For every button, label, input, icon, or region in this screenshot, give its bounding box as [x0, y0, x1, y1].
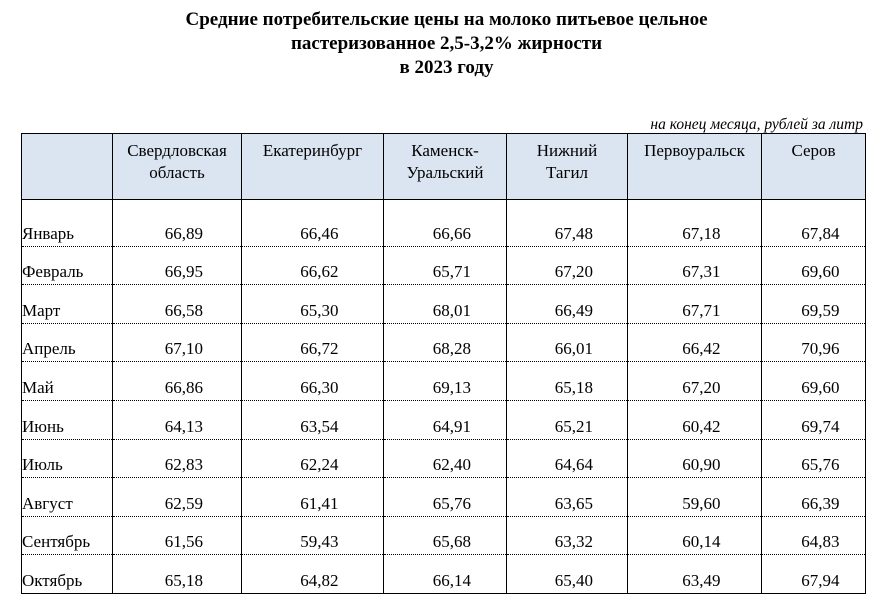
price-value: 67,48: [554, 223, 593, 243]
price-cell: [113, 285, 242, 324]
spacer-row: [22, 200, 866, 208]
price-cell: [242, 323, 384, 362]
price-cell: [628, 285, 762, 324]
column-header: Свердловская область: [113, 134, 242, 200]
month-cell: Январь: [22, 208, 113, 247]
price-value: 65,21: [554, 416, 593, 436]
price-value: 66,58: [164, 300, 203, 320]
price-value: 64,64: [554, 455, 593, 475]
spacer-cell: [242, 200, 384, 208]
price-value: 67,20: [554, 262, 593, 282]
price-cell: [628, 362, 762, 401]
price-cell: [384, 246, 507, 285]
spacer-cell: [113, 200, 242, 208]
spacer-cell: [762, 200, 866, 208]
price-value: 67,31: [682, 262, 721, 282]
price-value: 59,60: [682, 493, 721, 513]
price-cell: [113, 555, 242, 594]
price-value: 64,83: [801, 532, 840, 552]
price-value: 64,13: [164, 416, 203, 436]
price-value: 62,83: [164, 455, 203, 475]
price-cell: [507, 478, 628, 517]
price-cell: [628, 208, 762, 247]
price-value: 65,68: [432, 532, 471, 552]
month-cell: Июль: [22, 439, 113, 478]
spacer-cell: [628, 200, 762, 208]
price-cell: [628, 246, 762, 285]
price-cell: [762, 323, 866, 362]
price-value: 67,18: [682, 223, 721, 243]
table-body: [22, 200, 866, 594]
price-value: 67,71: [682, 300, 721, 320]
price-cell: [628, 439, 762, 478]
price-cell: [762, 555, 866, 594]
column-header: Серов: [762, 134, 866, 200]
price-cell: [113, 208, 242, 247]
month-cell: Июнь: [22, 400, 113, 439]
table-row: [22, 362, 866, 401]
price-cell: [762, 208, 866, 247]
table-header-row: [22, 134, 866, 200]
price-value: 68,01: [432, 300, 471, 320]
month-cell: Октябрь: [22, 555, 113, 594]
price-value: 66,66: [432, 223, 471, 243]
price-value: 63,32: [554, 532, 593, 552]
title-line-2: пастеризованное 2,5-3,2% жирности: [290, 33, 603, 54]
price-value: 65,76: [801, 455, 840, 475]
price-cell: [507, 208, 628, 247]
price-cell: [762, 400, 866, 439]
price-cell: [113, 246, 242, 285]
price-value: 69,60: [801, 377, 840, 397]
price-cell: [113, 400, 242, 439]
price-cell: [242, 246, 384, 285]
price-cell: [762, 362, 866, 401]
price-cell: [507, 516, 628, 555]
column-header: Каменск- Уральский: [384, 134, 507, 200]
price-cell: [384, 555, 507, 594]
month-cell: Сентябрь: [22, 516, 113, 555]
price-cell: [242, 439, 384, 478]
price-value: 67,10: [164, 339, 203, 359]
month-cell: Февраль: [22, 246, 113, 285]
price-cell: [242, 400, 384, 439]
price-cell: [384, 362, 507, 401]
price-value: 69,59: [801, 300, 840, 320]
price-value: 70,96: [801, 339, 840, 359]
price-value: 64,82: [300, 570, 339, 590]
table-row: [22, 555, 866, 594]
column-header: Первоуральск: [628, 134, 762, 200]
price-cell: [384, 478, 507, 517]
price-value: 66,39: [801, 493, 840, 513]
spacer-cell: [22, 200, 113, 208]
page-title: [0, 8, 893, 80]
price-cell: [507, 285, 628, 324]
price-cell: [242, 555, 384, 594]
price-cell: [384, 400, 507, 439]
price-value: 66,86: [164, 377, 203, 397]
price-cell: [507, 323, 628, 362]
price-cell: [507, 246, 628, 285]
month-cell: Апрель: [22, 323, 113, 362]
price-value: 63,65: [554, 493, 593, 513]
price-cell: [242, 285, 384, 324]
price-value: 66,95: [164, 262, 203, 282]
price-value: 65,30: [300, 300, 339, 320]
price-value: 66,14: [432, 570, 471, 590]
price-value: 69,74: [801, 416, 840, 436]
price-value: 60,90: [682, 455, 721, 475]
table-row: [22, 246, 866, 285]
price-cell: [384, 208, 507, 247]
price-value: 62,24: [300, 455, 339, 475]
price-cell: [628, 400, 762, 439]
price-value: 60,14: [682, 532, 721, 552]
price-cell: [113, 362, 242, 401]
price-value: 66,30: [300, 377, 339, 397]
price-cell: [628, 323, 762, 362]
table-row: [22, 516, 866, 555]
price-value: 63,54: [300, 416, 339, 436]
price-value: 60,42: [682, 416, 721, 436]
price-value: 66,49: [554, 300, 593, 320]
table-row: [22, 478, 866, 517]
table-row: [22, 323, 866, 362]
price-value: 61,56: [164, 532, 203, 552]
price-value: 67,84: [801, 223, 840, 243]
price-value: 62,40: [432, 455, 471, 475]
price-cell: [507, 439, 628, 478]
month-cell: Май: [22, 362, 113, 401]
price-cell: [384, 439, 507, 478]
price-value: 65,18: [164, 570, 203, 590]
price-cell: [384, 516, 507, 555]
price-value: 62,59: [164, 493, 203, 513]
price-cell: [762, 285, 866, 324]
price-value: 66,72: [300, 339, 339, 359]
price-cell: [507, 555, 628, 594]
price-value: 68,28: [432, 339, 471, 359]
column-header: Нижний Тагил: [507, 134, 628, 200]
price-value: 63,49: [682, 570, 721, 590]
price-cell: [628, 478, 762, 517]
price-cell: [242, 478, 384, 517]
price-cell: [242, 362, 384, 401]
price-value: 65,76: [432, 493, 471, 513]
spacer-cell: [384, 200, 507, 208]
price-cell: [113, 439, 242, 478]
price-value: 65,71: [432, 262, 471, 282]
table-row: [22, 285, 866, 324]
unit-note: на конец месяца, рублей за литр: [650, 116, 863, 133]
price-cell: [762, 478, 866, 517]
price-value: 69,60: [801, 262, 840, 282]
price-value: 66,42: [682, 339, 721, 359]
title-line-1: Средние потребительские цены на молоко питьевое цельное: [185, 9, 708, 30]
price-value: 64,91: [432, 416, 471, 436]
price-cell: [762, 246, 866, 285]
price-value: 66,89: [164, 223, 203, 243]
price-cell: [384, 285, 507, 324]
price-cell: [507, 400, 628, 439]
column-header: Екатеринбург: [242, 134, 384, 200]
price-cell: [384, 323, 507, 362]
header-corner-cell: [22, 134, 113, 200]
price-cell: [113, 516, 242, 555]
price-cell: [242, 516, 384, 555]
month-cell: Март: [22, 285, 113, 324]
price-value: 69,13: [432, 377, 471, 397]
price-cell: [762, 439, 866, 478]
spacer-cell: [507, 200, 628, 208]
price-value: 67,20: [682, 377, 721, 397]
prices-table: [21, 133, 866, 594]
price-cell: [628, 516, 762, 555]
price-cell: [242, 208, 384, 247]
title-line-3: в 2023 году: [399, 57, 494, 78]
price-value: 67,94: [801, 570, 840, 590]
price-cell: [628, 555, 762, 594]
table-row: [22, 439, 866, 478]
price-cell: [762, 516, 866, 555]
price-value: 65,40: [554, 570, 593, 590]
table-row: [22, 208, 866, 247]
price-value: 66,62: [300, 262, 339, 282]
price-value: 61,41: [300, 493, 339, 513]
month-cell: Август: [22, 478, 113, 517]
price-value: 66,46: [300, 223, 339, 243]
table-row: [22, 400, 866, 439]
price-cell: [113, 478, 242, 517]
price-value: 66,01: [554, 339, 593, 359]
price-cell: [507, 362, 628, 401]
price-value: 65,18: [554, 377, 593, 397]
price-value: 59,43: [300, 532, 339, 552]
price-cell: [113, 323, 242, 362]
